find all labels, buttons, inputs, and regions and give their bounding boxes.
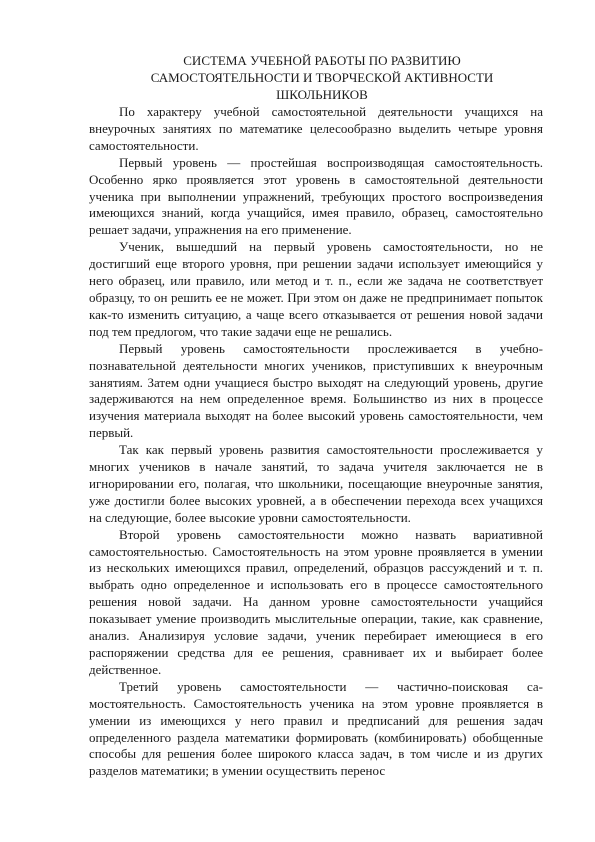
paragraph-intro: По характеру учебной самостоятельной деятельности учащихся на внеурочных занятиях по математике целесообразно выделить четыре уровня самостоятельности. bbox=[89, 104, 543, 153]
paragraph-level-three: Третий уровень самостоятельности — частично-поисковая са-мостоятельность. Самостоятельность ученика на этом уровне проявляется в умении из имеющихся у него правил и предписаний для решения задач определенного раздела математики формировать (комбинировать) обобщенные способы для решения более широкого класса задач, в том числе и из других разделов математики; в умении осуществить перенос bbox=[89, 678, 543, 779]
title-line-1: СИСТЕМА УЧЕБНОЙ РАБОТЫ ПО РАЗВИТИЮ bbox=[183, 53, 461, 68]
paragraph-level-two: Второй уровень самостоятельности можно назвать вариативной самостоятельностью. Самостоятельность на этом уровне проявляется в умении из нескольких имеющихся правил, определений, образцов рассуждений и т. п. выбрать одно определенное и использовать его в процессе самостоятельного решения новой задачи. На данном уровне самостоятельности учащийся показывает умение производить мыслительные операции, такие, как сравнение, анализ. Анализируя условие задачи, ученик перебирает имеющиеся в его распоряжении средства для ее решения, сравнивает их и выбирает более действенное. bbox=[89, 526, 543, 677]
paragraph-level-one: Первый уровень — простейшая воспроизводящая самостоятельность. Особенно ярко проявляется этот уровень в самостоятельной деятельности ученика при выполнении упражнений, требующих простого воспроизведения имеющихся знаний, когда учащийся, имея правило, образец, самостоятельно решает задачи, упражнения на его применение. bbox=[89, 154, 543, 238]
paragraph-level-one-tracking: Первый уровень самостоятельности прослеживается в учебно-познавательной деятельности многих учеников, приступивших к внеурочным занятиям. Затем одни учащиеся быстро выходят на следующий уровень, другие задерживаются на нем определенное время. Большинство из них в процессе изучения материала выходят на более высокий уровень самостоятельности, чем первый. bbox=[89, 340, 543, 441]
document-page bbox=[89, 52, 543, 780]
paragraph-level-one-student: Ученик, вышедший на первый уровень самостоятельности, но не достигший еще второго уровня, при решении задачи использует имеющийся у него образец, или правило, или метод и т. п., если же задача не соответствует образцу, то он решить ее не может. При этом он даже не предпринимает попыток как-то изменить ситуацию, а чаще всего отказывается от решения новой задачи под тем предлогом, что такие задачи еще не решались. bbox=[89, 239, 543, 339]
paragraph-teacher-task: Так как первый уровень развития самостоятельности прослеживается у многих учеников в начале занятий, то задача учителя заключается не в игнорировании его, полагая, что школьники, посещающие внеурочные занятия, уже достигли более высоких уровней, а в обеспечении перехода всех учащихся на следующие, более высокие уровни самостоятельности. bbox=[89, 442, 543, 525]
title-line-3: ШКОЛЬНИКОВ bbox=[276, 87, 368, 102]
document-title bbox=[89, 52, 543, 103]
title-line-2: САМОСТОЯТЕЛЬНОСТИ И ТВОРЧЕСКОЙ АКТИВНОСТИ bbox=[150, 70, 494, 85]
